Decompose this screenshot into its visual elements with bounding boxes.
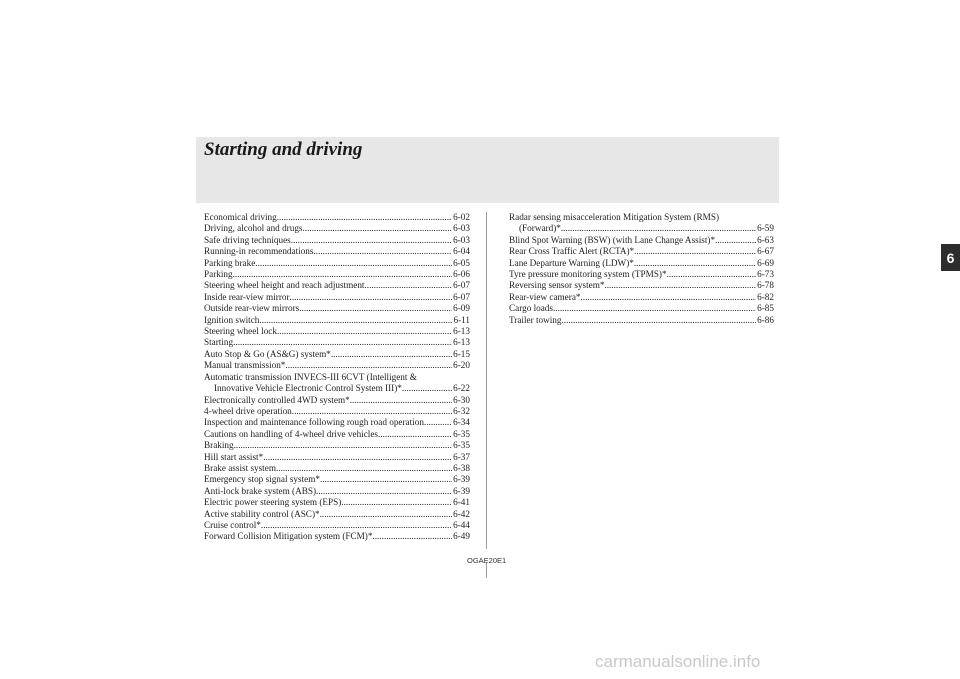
toc-entry-page: 6-44 [453,519,470,530]
toc-entry-page: 6-39 [453,485,470,496]
toc-entry-page: 6-09 [453,303,470,314]
toc-entry-title: Driving, alcohol and drugs [204,223,303,234]
toc-entry[interactable] [204,520,470,531]
toc-entry-title: Hill start assist* [204,451,264,462]
toc-entry-title: Innovative Vehicle Electronic Control System III)* [214,383,402,394]
toc-entry-title: Steering wheel lock [204,326,277,337]
toc-entry-page: 6-38 [453,462,470,473]
dot-leader [424,417,452,428]
toc-entry-title: Starting [204,337,234,348]
toc-entry-title: Lane Departure Warning (LDW)* [509,257,634,268]
toc-entry-title: Active stability control (ASC)* [204,508,320,519]
toc-entry-title: Auto Stop & Go (AS&G) system* [204,348,331,359]
toc-entry-title: Manual transmission* [204,360,286,371]
dot-leader [290,292,453,303]
dot-leader [234,440,453,451]
toc-entry-page: 6-78 [757,280,774,291]
dot-leader [350,395,452,406]
toc-entry-title: Reversing sensor system* [509,280,605,291]
toc-entry-page: 6-20 [453,360,470,371]
toc-entry-page: 6-49 [453,531,470,542]
toc-entry-title: Running-in recommendations [204,246,314,257]
toc-entry[interactable] [509,223,774,234]
dot-leader [378,429,452,440]
dot-leader [402,383,452,394]
toc-entry[interactable] [204,440,470,451]
dot-leader [634,246,756,257]
toc-entry[interactable] [204,235,470,246]
toc-entry[interactable] [204,395,470,406]
toc-entry-page: 6-22 [453,383,470,394]
toc-entry-title: 4-wheel drive operation [204,405,292,416]
dot-leader [561,223,756,234]
toc-entry-title: Trailer towing [509,314,562,325]
toc-entry-title: Inspection and maintenance following rough road operation [204,417,424,428]
toc-entry-page: 6-35 [453,440,470,451]
toc-entry-page: 6-41 [453,497,470,508]
dot-leader [261,520,452,531]
toc-entry-title: Ignition switch [204,314,260,325]
toc-entry-title: Rear-view camera* [509,291,581,302]
dot-leader [233,337,452,348]
toc-entry-title: Tyre pressure monitoring system (TPMS)* [509,269,667,280]
toc-entry[interactable] [204,429,470,440]
toc-entry-page: 6-59 [757,223,774,234]
dot-leader [581,292,757,303]
dot-leader [562,315,757,326]
dot-leader [316,486,452,497]
toc-entry-page: 6-39 [453,474,470,485]
dot-leader [277,212,452,223]
toc-entry-title: Cargo loads [509,303,553,314]
toc-entry-page: 6-32 [453,405,470,416]
toc-entry-title: Brake assist system [204,462,276,473]
dot-leader [667,269,757,280]
toc-entry-title-line: Radar sensing misacceleration Mitigation System (RMS) [509,212,720,222]
toc-entry-page: 6-37 [453,451,470,462]
toc-entry-title: Outside rear-view mirrors [204,303,300,314]
toc-entry-page: 6-13 [453,337,470,348]
dot-leader [291,235,452,246]
watermark: carmanualsonline.info [595,652,761,671]
toc-entry-title: Cruise control* [204,519,261,530]
toc-entry[interactable] [509,303,774,314]
toc-entry[interactable] [204,280,470,291]
toc-left-column [204,212,470,543]
toc-entry-page: 6-04 [453,246,470,257]
toc-entry-title: Forward Collision Mitigation system (FCM)* [204,531,373,542]
toc-entry-page: 6-06 [453,269,470,280]
dot-leader [634,258,756,269]
toc-entry-title: Emergency stop signal system* [204,474,320,485]
toc-entry-page: 6-42 [453,508,470,519]
toc-entry-page: 6-85 [757,303,774,314]
dot-leader [320,474,452,485]
toc-entry-title: Safe driving techniques [204,234,291,245]
toc-entry-title: Economical driving [204,212,277,222]
toc-entry-title: Steering wheel height and reach adjustment [204,280,365,291]
toc-entry[interactable] [204,463,470,474]
toc-entry[interactable] [204,486,470,497]
dot-leader [320,509,453,520]
toc-entry-title: Parking brake [204,257,256,268]
toc-entry-page: 6-35 [453,428,470,439]
toc-entry-page: 6-07 [453,291,470,302]
toc-entry-page: 6-69 [757,257,774,268]
toc-entry-page: 6-86 [757,314,774,325]
toc-entry-page: 6-03 [453,223,470,234]
toc-entry[interactable] [204,246,470,257]
toc-right-column [509,212,774,326]
toc-entry-page: 6-82 [757,291,774,302]
toc-entry-title: Electronically controlled 4WD system* [204,394,350,405]
dot-leader [276,463,452,474]
toc-entry[interactable] [204,223,470,234]
dot-leader [263,452,452,463]
dot-leader [331,349,452,360]
toc-entry[interactable] [204,269,470,280]
toc-entry-page: 6-34 [453,417,470,428]
toc-entry[interactable] [204,292,470,303]
toc-entry-title: Blind Spot Warning (BSW) (with Lane Change Assist)* [509,234,716,245]
dot-leader [285,360,452,371]
toc-entry[interactable] [204,303,470,314]
toc-entry-title-line: Automatic transmission INVECS-III 6CVT (Intelligent & [204,371,417,382]
toc-entry[interactable] [509,258,774,269]
dot-leader [604,280,756,291]
dot-leader [372,531,452,542]
toc-entry-page: 6-03 [453,234,470,245]
toc-entry-title: (Forward)* [519,223,561,234]
toc-entry[interactable] [509,246,774,257]
toc-entry[interactable] [204,383,470,394]
toc-entry-page: 6-11 [453,314,470,325]
toc-entry[interactable] [204,337,470,348]
dot-leader [313,246,452,257]
dot-leader [341,497,452,508]
toc-entry-page: 6-15 [453,348,470,359]
toc-entry-title: Cautions on handling of 4-wheel drive vehicles [204,428,379,439]
dot-leader [259,315,452,326]
toc-entry-page: 6-05 [453,257,470,268]
dot-leader [255,258,452,269]
toc-entry[interactable] [204,417,470,428]
toc-entry[interactable] [204,406,470,417]
document-code: OGAE20E1 [467,556,507,565]
section-title: Starting and driving [204,139,363,160]
column-divider [486,212,487,549]
dot-leader [364,280,452,291]
dot-leader [277,326,452,337]
toc-entry[interactable] [204,474,470,485]
section-header [196,137,779,203]
toc-entry[interactable] [509,269,774,280]
toc-entry[interactable] [204,315,470,326]
toc-entry-page: 6-63 [757,234,774,245]
toc-entry[interactable] [204,349,470,360]
toc-entry[interactable] [204,360,470,371]
toc-entry-page: 6-02 [453,212,470,222]
toc-entry-title: Anti-lock brake system (ABS) [204,485,317,496]
toc-entry-title: Inside rear-view mirror [204,291,290,302]
toc-entry[interactable] [204,452,470,463]
toc-entry[interactable] [204,258,470,269]
dot-leader [303,223,453,234]
toc-entry[interactable] [509,280,774,291]
toc-entry[interactable] [509,235,774,246]
toc-entry-page: 6-67 [757,246,774,257]
chapter-tab[interactable]: 6 [941,244,960,271]
toc-entry[interactable] [204,509,470,520]
dot-leader [553,303,756,314]
toc-entry-page: 6-73 [757,269,774,280]
toc-entry[interactable] [204,326,470,337]
toc-entry[interactable] [204,497,470,508]
dot-leader [715,235,756,246]
toc-entry-page: 6-07 [453,280,470,291]
toc-entry[interactable] [509,315,774,326]
toc-entry-page: 6-13 [453,326,470,337]
dot-leader [292,406,452,417]
dot-leader [299,303,452,314]
toc-entry-title: Parking [204,269,233,280]
toc-entry-title: Electric power steering system (EPS) [204,497,342,508]
toc-entry-title: Braking [204,440,234,451]
toc-entry[interactable] [204,212,470,223]
toc-entry[interactable] [204,531,470,542]
dot-leader [233,269,453,280]
toc-entry-title: Rear Cross Traffic Alert (RCTA)* [509,246,635,257]
toc-entry-page: 6-30 [453,394,470,405]
toc-entry[interactable] [509,292,774,303]
